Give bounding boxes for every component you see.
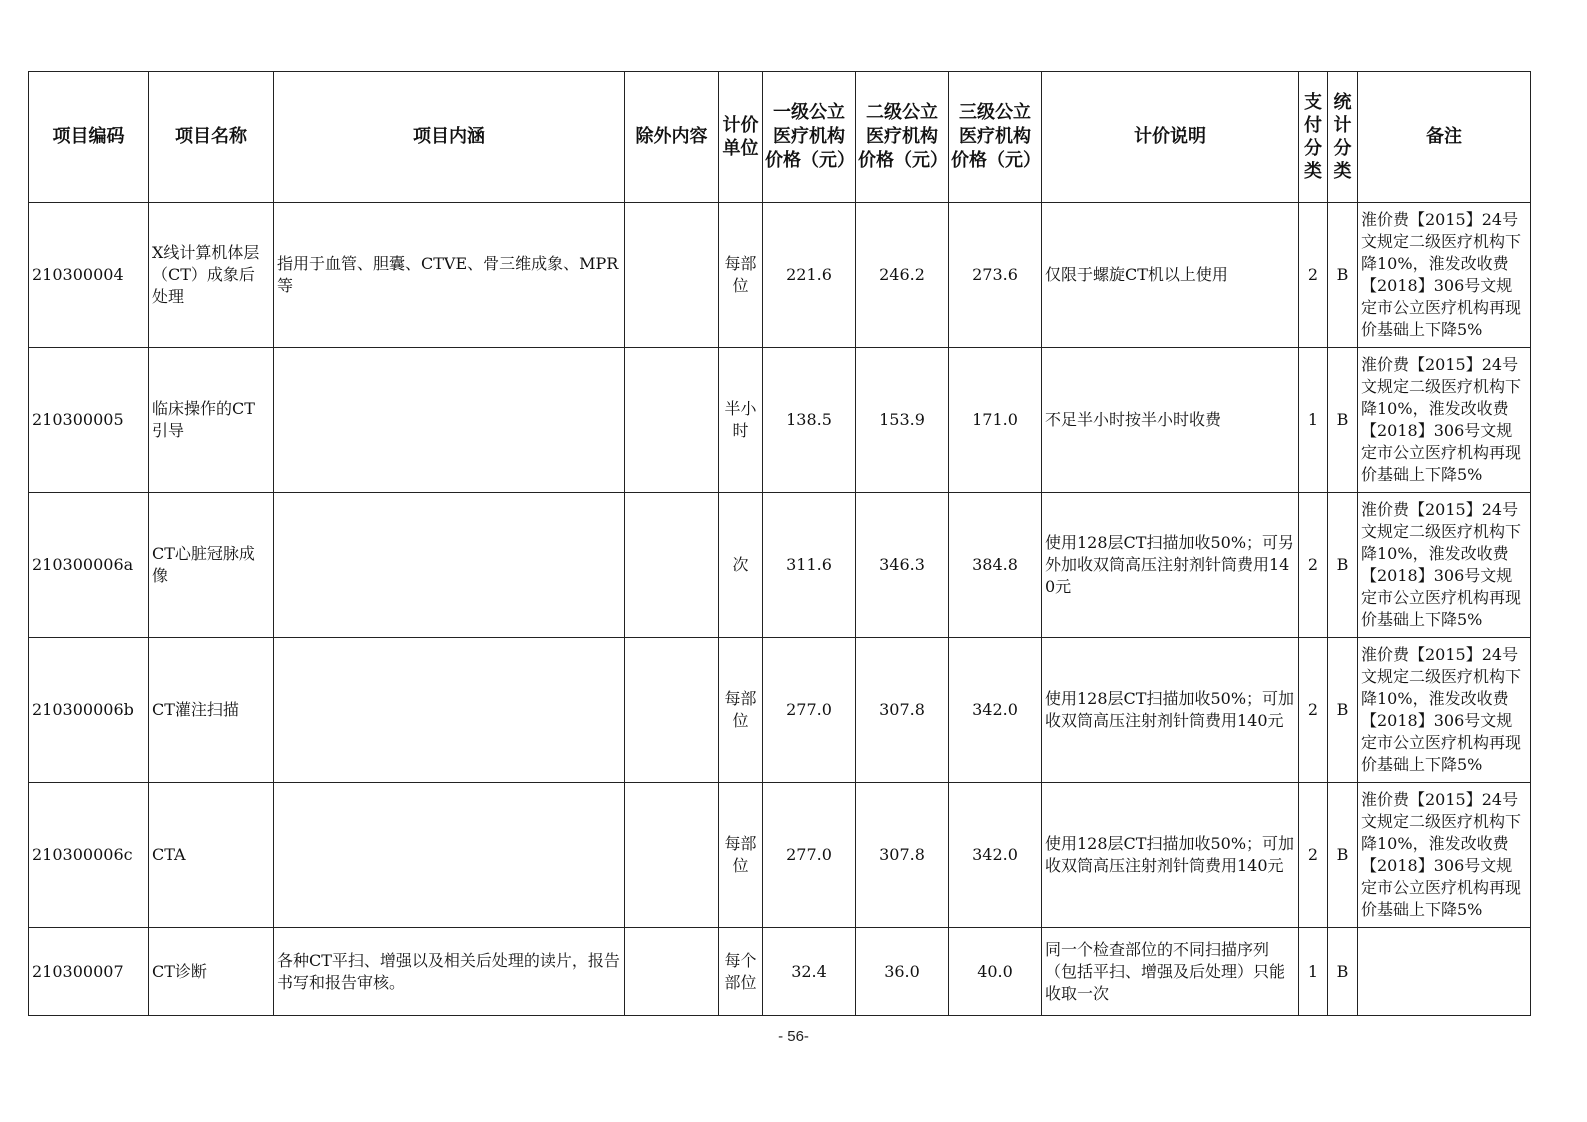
cell-unit: 每个部位 xyxy=(719,928,763,1016)
cell-exclusion xyxy=(625,783,719,928)
cell-price-level1: 32.4 xyxy=(763,928,856,1016)
cell-content xyxy=(274,638,625,783)
cell-remark: 淮价费【2015】24号文规定二级医疗机构下降10%，淮发改收费【2018】306号文规定市公立医疗机构再现价基础上下降5% xyxy=(1358,493,1531,638)
cell-stat-class: B xyxy=(1328,493,1358,638)
table-row xyxy=(29,928,1531,1016)
page-number: - 56- xyxy=(778,1028,809,1045)
cell-pay-class: 2 xyxy=(1299,203,1328,348)
header-row xyxy=(29,72,1531,203)
cell-name: CT心脏冠脉成像 xyxy=(149,493,274,638)
cell-exclusion xyxy=(625,493,719,638)
cell-stat-class: B xyxy=(1328,348,1358,493)
table-row xyxy=(29,638,1531,783)
cell-name: CTA xyxy=(149,783,274,928)
header-unit: 计价单位 xyxy=(719,72,763,203)
cell-name: 临床操作的CT引导 xyxy=(149,348,274,493)
cell-name: CT灌注扫描 xyxy=(149,638,274,783)
cell-content: 指用于血管、胆囊、CTVE、骨三维成象、MPR等 xyxy=(274,203,625,348)
cell-price-level2: 346.3 xyxy=(856,493,949,638)
cell-exclusion xyxy=(625,928,719,1016)
cell-remark: 淮价费【2015】24号文规定二级医疗机构下降10%，淮发改收费【2018】306号文规定市公立医疗机构再现价基础上下降5% xyxy=(1358,638,1531,783)
cell-remark: 淮价费【2015】24号文规定二级医疗机构下降10%，淮发改收费【2018】306号文规定市公立医疗机构再现价基础上下降5% xyxy=(1358,783,1531,928)
header-remark: 备注 xyxy=(1358,72,1531,203)
cell-stat-class: B xyxy=(1328,203,1358,348)
cell-content xyxy=(274,783,625,928)
cell-price-level3: 342.0 xyxy=(949,783,1042,928)
cell-stat-class: B xyxy=(1328,783,1358,928)
cell-desc: 使用128层CT扫描加收50%；可另外加收双筒高压注射剂针筒费用140元 xyxy=(1042,493,1299,638)
cell-price-level3: 273.6 xyxy=(949,203,1042,348)
cell-price-level1: 221.6 xyxy=(763,203,856,348)
cell-remark xyxy=(1358,928,1531,1016)
cell-unit: 每部位 xyxy=(719,203,763,348)
header-stat-class: 统计分类 xyxy=(1328,72,1358,203)
header-desc: 计价说明 xyxy=(1042,72,1299,203)
table-row xyxy=(29,783,1531,928)
cell-pay-class: 2 xyxy=(1299,638,1328,783)
table-row xyxy=(29,203,1531,348)
header-pay-class: 支付分类 xyxy=(1299,72,1328,203)
header-name: 项目名称 xyxy=(149,72,274,203)
header-price-level2: 二级公立医疗机构价格（元） xyxy=(856,72,949,203)
cell-content: 各种CT平扫、增强以及相关后处理的读片，报告书写和报告审核。 xyxy=(274,928,625,1016)
cell-unit: 每部位 xyxy=(719,638,763,783)
cell-desc: 不足半小时按半小时收费 xyxy=(1042,348,1299,493)
cell-pay-class: 1 xyxy=(1299,928,1328,1016)
cell-price-level3: 384.8 xyxy=(949,493,1042,638)
cell-price-level2: 307.8 xyxy=(856,638,949,783)
cell-pay-class: 1 xyxy=(1299,348,1328,493)
cell-unit: 半小时 xyxy=(719,348,763,493)
cell-stat-class: B xyxy=(1328,928,1358,1016)
cell-unit: 每部位 xyxy=(719,783,763,928)
cell-content xyxy=(274,348,625,493)
cell-exclusion xyxy=(625,348,719,493)
cell-code: 210300005 xyxy=(29,348,149,493)
cell-desc: 仅限于螺旋CT机以上使用 xyxy=(1042,203,1299,348)
cell-name: CT诊断 xyxy=(149,928,274,1016)
cell-stat-class: B xyxy=(1328,638,1358,783)
cell-price-level1: 138.5 xyxy=(763,348,856,493)
cell-price-level1: 277.0 xyxy=(763,638,856,783)
cell-remark: 淮价费【2015】24号文规定二级医疗机构下降10%，淮发改收费【2018】306号文规定市公立医疗机构再现价基础上下降5% xyxy=(1358,203,1531,348)
cell-price-level2: 153.9 xyxy=(856,348,949,493)
header-exclusion: 除外内容 xyxy=(625,72,719,203)
cell-code: 210300006c xyxy=(29,783,149,928)
cell-price-level1: 277.0 xyxy=(763,783,856,928)
cell-exclusion xyxy=(625,638,719,783)
cell-price-level2: 246.2 xyxy=(856,203,949,348)
cell-desc: 使用128层CT扫描加收50%；可加收双筒高压注射剂针筒费用140元 xyxy=(1042,638,1299,783)
table-row xyxy=(29,493,1531,638)
cell-price-level3: 40.0 xyxy=(949,928,1042,1016)
cell-desc: 使用128层CT扫描加收50%；可加收双筒高压注射剂针筒费用140元 xyxy=(1042,783,1299,928)
header-price-level3: 三级公立医疗机构价格（元） xyxy=(949,72,1042,203)
header-price-level1: 一级公立医疗机构价格（元） xyxy=(763,72,856,203)
cell-desc: 同一个检查部位的不同扫描序列（包括平扫、增强及后处理）只能收取一次 xyxy=(1042,928,1299,1016)
cell-pay-class: 2 xyxy=(1299,783,1328,928)
cell-price-level2: 307.8 xyxy=(856,783,949,928)
cell-remark: 淮价费【2015】24号文规定二级医疗机构下降10%，淮发改收费【2018】306号文规定市公立医疗机构再现价基础上下降5% xyxy=(1358,348,1531,493)
cell-name: X线计算机体层（CT）成象后处理 xyxy=(149,203,274,348)
header-code: 项目编码 xyxy=(29,72,149,203)
cell-code: 210300006a xyxy=(29,493,149,638)
cell-content xyxy=(274,493,625,638)
cell-price-level1: 311.6 xyxy=(763,493,856,638)
table-row xyxy=(29,348,1531,493)
cell-price-level3: 342.0 xyxy=(949,638,1042,783)
cell-code: 210300004 xyxy=(29,203,149,348)
cell-pay-class: 2 xyxy=(1299,493,1328,638)
cell-price-level2: 36.0 xyxy=(856,928,949,1016)
cell-exclusion xyxy=(625,203,719,348)
header-content: 项目内涵 xyxy=(274,72,625,203)
cell-unit: 次 xyxy=(719,493,763,638)
price-table xyxy=(28,71,1531,1016)
cell-price-level3: 171.0 xyxy=(949,348,1042,493)
cell-code: 210300007 xyxy=(29,928,149,1016)
cell-code: 210300006b xyxy=(29,638,149,783)
